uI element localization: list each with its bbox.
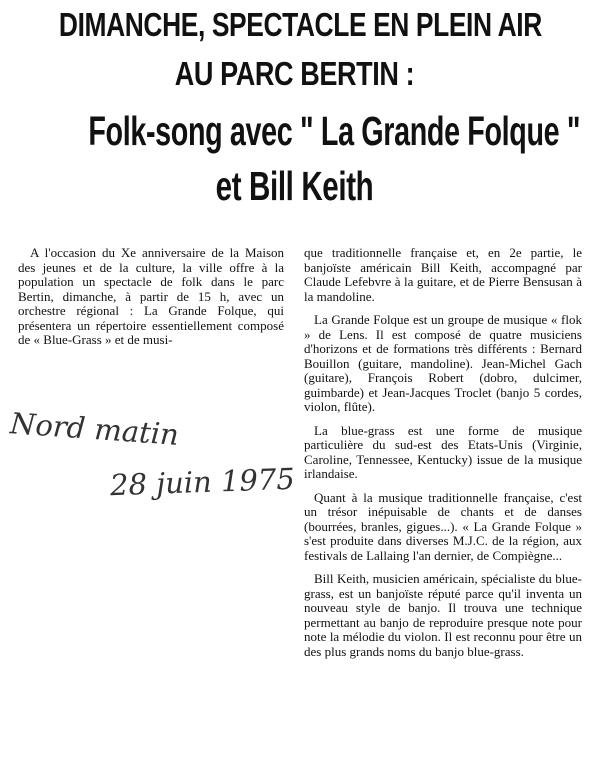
headline-line-1: DIMANCHE, SPECTACLE EN PLEIN AIR xyxy=(58,6,542,43)
handwritten-date-note: 28 juin 1975 xyxy=(109,461,296,503)
handwritten-source-note: Nord matin xyxy=(9,406,180,452)
article-paragraph: Bill Keith, musicien américain, spécialiste du blue-grass, est un banjoïste réputé parce qu'il inventa un nouveau style de banjo. Il trouva une technique permettant au banjo de reproduire presque note pour note la mélodie du violon. Il est reconnu pour être un des plus grands noms du banjo blue-grass. xyxy=(304,571,582,659)
article-left-column xyxy=(18,246,284,348)
headline-line-4: et Bill Keith xyxy=(215,163,374,209)
article-paragraph: A l'occasion du Xe anniversaire de la Maison des jeunes et de la culture, la ville offre à la population un spectacle de folk dans le parc Bertin, dimanche, à partir de 15 h, avec un orchestre régional : La Grande Folque, qui présentera un répertoire essentiellement composé de « Blue-Grass » et de musi- xyxy=(18,245,284,347)
headline-line-3: Folk-song avec " La Grande Folque " xyxy=(88,108,581,154)
article-paragraph: La blue-grass est une forme de musique particulière du sud-est des Etats-Unis (Virginie, Caroline, Tennessee, Kentucky) issue de la musique irlandaise. xyxy=(304,422,582,481)
article-right-column xyxy=(304,246,582,668)
headline-line-2: AU PARC BERTIN : xyxy=(174,55,415,92)
article-paragraph: Quant à la musique traditionnelle française, c'est un trésor inépuisable de chants et de danses (bourrées, branles, gigues...). « La Grande Folque » s'est produite dans diverses M.J.C. de la région, aux festivals de Lallaing l'an dernier, de Compiègne... xyxy=(304,489,582,563)
article-paragraph: La Grande Folque est un groupe de musique « flok » de Lens. Il est composé de quatre musiciens d'horizons et de formations très différents : Bernard Bouillon (guitare, mandoline). Jean-Michel Gach (guitare), François Robert (dobro, dulcimer, guimbarde) et Jean-Jacques Troclet (banjo 5 cordes, violon, flûte). xyxy=(304,312,582,414)
article-paragraph: que traditionnelle française et, en 2e partie, le banjoïste américain Bill Keith, accompagné par Claude Lefebvre à la guitare, et de Pierre Bensusan à la mandoline. xyxy=(304,245,582,304)
